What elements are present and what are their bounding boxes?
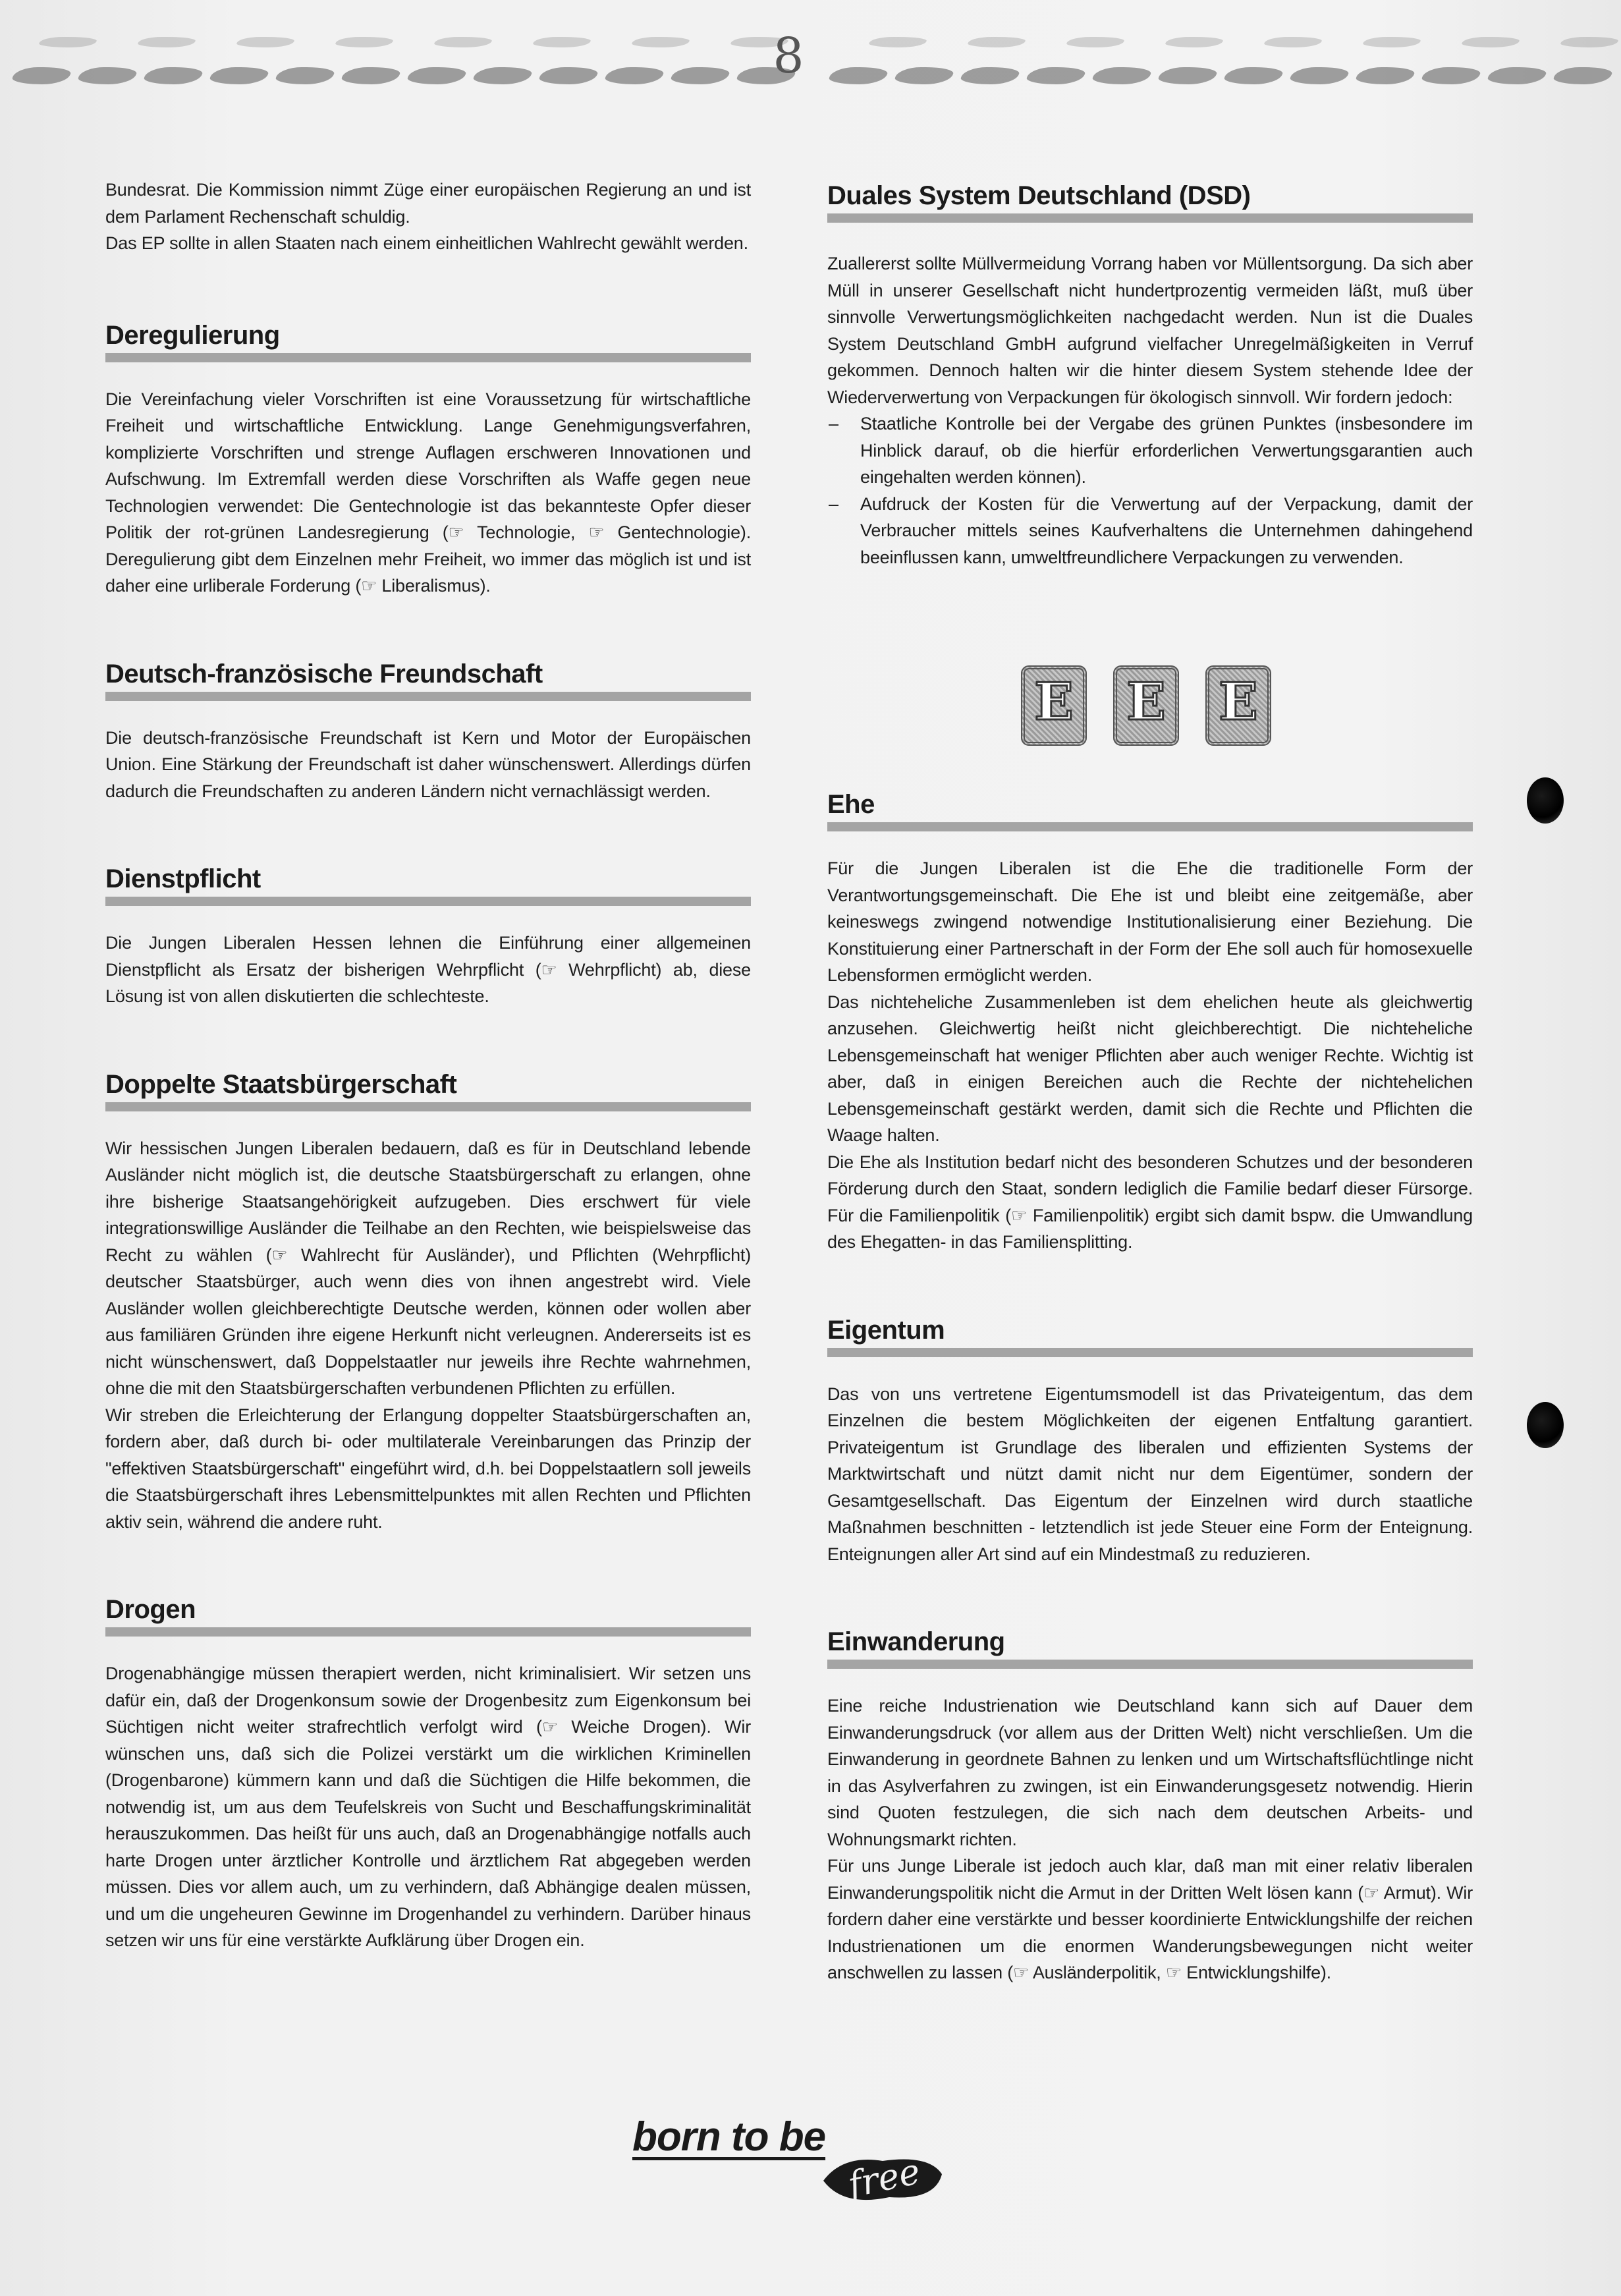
- decorative-wave-icon: [1090, 67, 1153, 84]
- decorative-wave-icon: [958, 67, 1021, 84]
- heading-rule: [827, 1660, 1473, 1669]
- section-deutsch-franzoesische-freundschaft: [105, 658, 751, 701]
- section-body: Die deutsch-französische Freundschaft ist Kern und Motor der Europäischen Union. Eine Stärkung der Freundschaft ist daher wünschenswert. Allerdings dürfen dadurch die Freundschaften zu anderen Ländern nicht vernachlässigt werden.: [105, 727, 751, 801]
- list-item: – Aufdruck der Kosten für die Verwertung auf der Verpackung, damit der Verbraucher mittels seines Kaufverhaltens die Unternehmen dahingehend beeinflussen kann, umweltfreundlichere Verpackungen zu verwenden.: [827, 491, 1473, 571]
- decorative-wave-icon: [1361, 37, 1422, 47]
- section-dienstpflicht: [105, 862, 751, 906]
- section-body: Wir hessischen Jungen Liberalen bedauern, daß es für in Deutschland lebende Ausländer nicht möglich ist, die deutsche Staatsbürgerschaft zu erlangen, ohne ihre bisherige Staatsangehörigkeit aufzugeben. Dies erschwert für viele integrationswillige Ausländer die Teilhabe an den Rechten, wie beispielsweise das Recht zu wählen (☞ Wahlrecht für Ausländer), und Pflichten (Wehrpflicht) deutscher Staatsbürger, auch wenn dies von ihnen angestrebt wird. Viele Ausländer wollen gleichberechtigte Deutsche werden, können oder wollen aber aus familiären Gründen ihre eigene Herkunft nicht verleugnen. Andererseits ist es nicht wünschenswert, daß Doppelstaatler nur jeweils ihre Rechte wahrnehmen, ohne die mit den Staatsbürgerschaften verbundenen Pflichten zu erfüllen.: [105, 1138, 751, 1398]
- right-column: [827, 179, 1473, 1986]
- heading-rule: [105, 353, 751, 362]
- section-body: Die Jungen Liberalen Hessen lehnen die Einführung einer allgemeinen Dienstpflicht als Ersatz der bisherigen Wehrpflicht (☞ Wehrpflicht) ab, diese Lösung ist von allen diskutierten die schlechteste.: [105, 933, 751, 1006]
- decorative-wave-icon: [603, 67, 665, 84]
- decorative-wave-icon: [1164, 37, 1224, 47]
- section-heading: Eigentum: [827, 1315, 945, 1345]
- section-body: Zuallererst sollte Müllvermeidung Vorrang haben vor Müllentsorgung. Da sich aber Müll in unserer Gesellschaft nicht hundertprozentig vermeiden läßt, muß über sinnvolle Verwertungsmöglichkeiten nachgedacht werden. Nun ist die Duales System Deutschland GmbH aufgrund vielfacher Unregelmäßigkeiten in Verruf gekommen. Dennoch halten wir die hinter diesem System stehende Idee der Wiederverwertung von Verpackungen für ökologisch sinnvoll. Wir fordern jedoch:: [827, 254, 1473, 407]
- decorative-wave-icon: [1551, 67, 1614, 84]
- section-body: Das von uns vertretene Eigentumsmodell ist das Privateigentum, das dem Einzelnen die bestem Möglichkeiten der eigenen Entfaltung garantiert. Privateigentum ist Grundlage des liberalen und effizienten Systems der Marktwirtschaft und nützt damit nicht nur dem Eigentümer, sondern der Gesamtgesellschaft. Das Eigentum der Einzelnen wird durch staatliche Maßnahmen beschnitten - letztendlich ist jede Steuer eine Form der Enteignung. Enteignungen aller Art sind auf ein Mindestmaß zu reduzieren.: [827, 1384, 1473, 1564]
- decorative-wave-icon: [1559, 37, 1620, 47]
- logo-script-text: free: [844, 2150, 924, 2206]
- decorative-wave-icon: [1065, 37, 1126, 47]
- decorative-wave-icon: [1263, 37, 1323, 47]
- list-item: – Staatliche Kontrolle bei der Vergabe des grünen Punktes (insbesondere im Hinblick darauf, ob die hierfür erforderlichen Verwertungsgarantien auch eingehalten werden können).: [827, 410, 1473, 491]
- decorative-wave-icon: [235, 37, 296, 47]
- section-heading: Duales System Deutschland (DSD): [827, 181, 1251, 210]
- section-eigentum: [827, 1314, 1473, 1357]
- decorative-wave-icon: [76, 67, 138, 84]
- section-heading: Einwanderung: [827, 1627, 1005, 1656]
- punch-hole-icon: [1527, 1402, 1564, 1448]
- section-heading: Ehe: [827, 790, 875, 819]
- section-body: Wir streben die Erleichterung der Erlangung doppelter Staatsbürgerschaften an, fordern aber, daß durch bi- oder multilaterale Vereinbarungen das Prinzip der "effektiven Staatsbürgerschaft" eingeführt wird, d.h. bei Doppelstaatlern soll jeweils die Staatsbürgerschaft ihres Lebensmittelpunktes mit allen Rechten und Pflichten aktiv sein, während die andere ruht.: [105, 1405, 751, 1532]
- section-body: Die Ehe als Institution bedarf nicht des besonderen Schutzes und der besonderen Förderung durch den Staat, sondern lediglich die Familie bedarf dieser Fürsorge. Für die Familienpolitik (☞ Familienpolitik) ergibt sich damit bspw. die Umwandlung des Ehegatten- in das Familiensplitting.: [827, 1152, 1473, 1252]
- decorative-wave-icon: [405, 67, 468, 84]
- left-column: [105, 177, 751, 1954]
- decorative-wave-icon: [893, 67, 955, 84]
- section-heading: Deregulierung: [105, 320, 280, 350]
- decorative-wave-icon: [630, 37, 691, 47]
- decorative-wave-icon: [1222, 67, 1284, 84]
- section-doppelte-staatsbuergerschaft: [105, 1068, 751, 1111]
- decorative-wave-icon: [339, 67, 402, 84]
- ornament-letter: E: [1113, 665, 1179, 746]
- ornament-letter: E: [1205, 665, 1271, 746]
- section-body: Für uns Junge Liberale ist jedoch auch klar, daß man mit einer relativ liberalen Einwanderungspolitik nicht die Armut in der Dritten Welt lösen kann (☞ Armut). Wir fordern daher eine verstärkte und besser koordinierte Entwicklungshilfe der reichen Industrienationen um die enormen Wanderungsbewegungen nicht weiter anschwellen zu lassen (☞ Ausländerpolitik, ☞ Entwicklungshilfe).: [827, 1856, 1473, 1982]
- demand-list: [827, 410, 1473, 571]
- decorative-ornament: [1021, 665, 1271, 744]
- decorative-wave-icon: [1485, 67, 1548, 84]
- section-ehe: [827, 788, 1473, 831]
- decorative-wave-icon: [1419, 67, 1482, 84]
- decorative-wave-icon: [433, 37, 493, 47]
- decorative-wave-icon: [1156, 67, 1219, 84]
- section-body: Drogenabhängige müssen therapiert werden, nicht kriminalisiert. Wir setzen uns dafür ein, daß der Drogenkonsum sowie der Drogenbesitz zum Eigenkonsum bei Süchtigen nicht weiter strafrechtlich verfolgt wird (☞ Weiche Drogen). Wir wünschen uns, daß sich die Polizei verstärkt um die wirklichen Kriminellen (Drogenbarone) kümmern kann und daß die Süchtigen die Hilfe bekommen, die notwendig ist, um aus dem Teufelskreis von Sucht und Beschaffungskriminalität herauszukommen. Das heißt für uns auch, daß an Drogenabhängige notfalls auch harte Drogen unter ärztlicher Kontrolle und ärztlichem Rat abgegeben werden müssen. Dies vor allem auch, um zu verhindern, daß Abhängige dealen müssen, und um die ungeheuren Gewinne im Drogenhandel zu verhindern. Darüber hinaus setzen wir uns für eine verstärkte Aufklärung über Drogen ein.: [105, 1664, 751, 1950]
- heading-rule: [105, 897, 751, 906]
- decorative-wave-icon: [537, 67, 599, 84]
- born-to-be-free-logo: [632, 2108, 975, 2240]
- heading-rule: [105, 1627, 751, 1637]
- section-deregulierung: [105, 319, 751, 362]
- section-heading: Drogen: [105, 1595, 196, 1624]
- heading-rule: [827, 822, 1473, 831]
- heading-rule: [827, 213, 1473, 223]
- section-body: Für die Jungen Liberalen ist die Ehe die traditionelle Form der Verantwortungsgemeinschaft. Die Ehe ist und bleibt eine zeitgemäße, aber keineswegs zwingend notwendige Institutionalisierung einer Beziehung. Die Konstituierung einer Partnerschaft in der Form der Ehe soll auch für homosexuelle Lebensformen ermöglicht werden.: [827, 858, 1473, 985]
- decorative-wave-icon: [273, 67, 336, 84]
- heading-rule: [105, 1102, 751, 1111]
- decorative-wave-icon: [38, 37, 98, 47]
- decorative-wave-icon: [669, 67, 731, 84]
- section-body: Das nichteheliche Zusammenleben ist dem ehelichen heute als gleichwertig anzusehen. Gleichwertig heißt nicht gleichberechtigt. Die nichteheliche Lebensgemeinschaft hat weniger Pflichten aber auch weniger Rechte. Wichtig ist aber, daß in einigen Bereichen auch die Rechte der nichtehelichen Lebensgemeinschaft gestärkt werden, damit sich die Rechte und Pflichten die Waage halten.: [827, 992, 1473, 1145]
- intro-paragraph: Bundesrat. Die Kommission nimmt Züge einer europäischen Regierung an und ist dem Parlament Rechenschaft schuldig.: [105, 180, 751, 227]
- decorative-wave-icon: [1460, 37, 1521, 47]
- decorative-wave-icon: [471, 67, 534, 84]
- decorative-wave-icon: [334, 37, 395, 47]
- decorative-wave-icon: [142, 67, 204, 84]
- logo-free-badge: [817, 2141, 948, 2214]
- decorative-wave-icon: [867, 37, 928, 47]
- intro-paragraph: Das EP sollte in allen Staaten nach einem einheitlichen Wahlrecht gewählt werden.: [105, 233, 748, 253]
- decorative-wave-icon: [207, 67, 270, 84]
- section-drogen: [105, 1593, 751, 1637]
- section-body: Die Vereinfachung vieler Vorschriften ist eine Voraussetzung für wirtschaftliche Freiheit und wirtschaftliche Entwicklung. Lange Genehmigungsverfahren, komplizierte Vorschriften und strenge Auflagen erschweren Innovationen und Aufschwung. Im Extremfall werden diese Vorschriften als Waffe gegen neue Technologien verwendet: Die Gentechnologie ist das bekannteste Opfer dieser Politik der rot-grünen Landesregierung (☞ Technologie, ☞ Gentechnologie). Deregulierung gibt dem Einzelnen mehr Freiheit, wo immer das möglich ist und ist daher eine urliberale Forderung (☞ Liberalismus).: [105, 389, 751, 596]
- section-body: Eine reiche Industrienation wie Deutschland kann sich auf Dauer dem Einwanderungsdruck (vor allem aus der Dritten Welt) nicht verschließen. Um die Einwanderung in geordnete Bahnen zu lenken und um Wirtschaftsflüchtlinge nicht in das Asylverfahren zu zwingen, ist ein Einwanderungsgesetz notwendig. Hierin sind Quoten festzulegen, die sich nach dem deutschen Arbeits- und Wohnungsmarkt richten.: [827, 1696, 1473, 1849]
- decorative-wave-icon: [136, 37, 197, 47]
- section-heading: Deutsch-französische Freundschaft: [105, 659, 543, 688]
- punch-hole-icon: [1527, 777, 1564, 824]
- section-heading: Doppelte Staatsbürgerschaft: [105, 1069, 457, 1099]
- heading-rule: [827, 1348, 1473, 1357]
- decorative-wave-icon: [966, 37, 1027, 47]
- section-heading: Dienstpflicht: [105, 864, 261, 893]
- decorative-wave-icon: [10, 67, 72, 84]
- heading-rule: [105, 692, 751, 701]
- decorative-wave-icon: [1354, 67, 1416, 84]
- page-number: 8: [773, 28, 804, 84]
- ornament-letter: E: [1021, 665, 1087, 746]
- logo-main-text: born to be: [632, 2114, 826, 2160]
- decorative-wave-icon: [532, 37, 592, 47]
- decorative-wave-icon: [827, 67, 889, 84]
- section-einwanderung: [827, 1625, 1473, 1669]
- section-duales-system: [827, 179, 1473, 223]
- decorative-wave-icon: [1288, 67, 1350, 84]
- decorative-wave-icon: [1024, 67, 1087, 84]
